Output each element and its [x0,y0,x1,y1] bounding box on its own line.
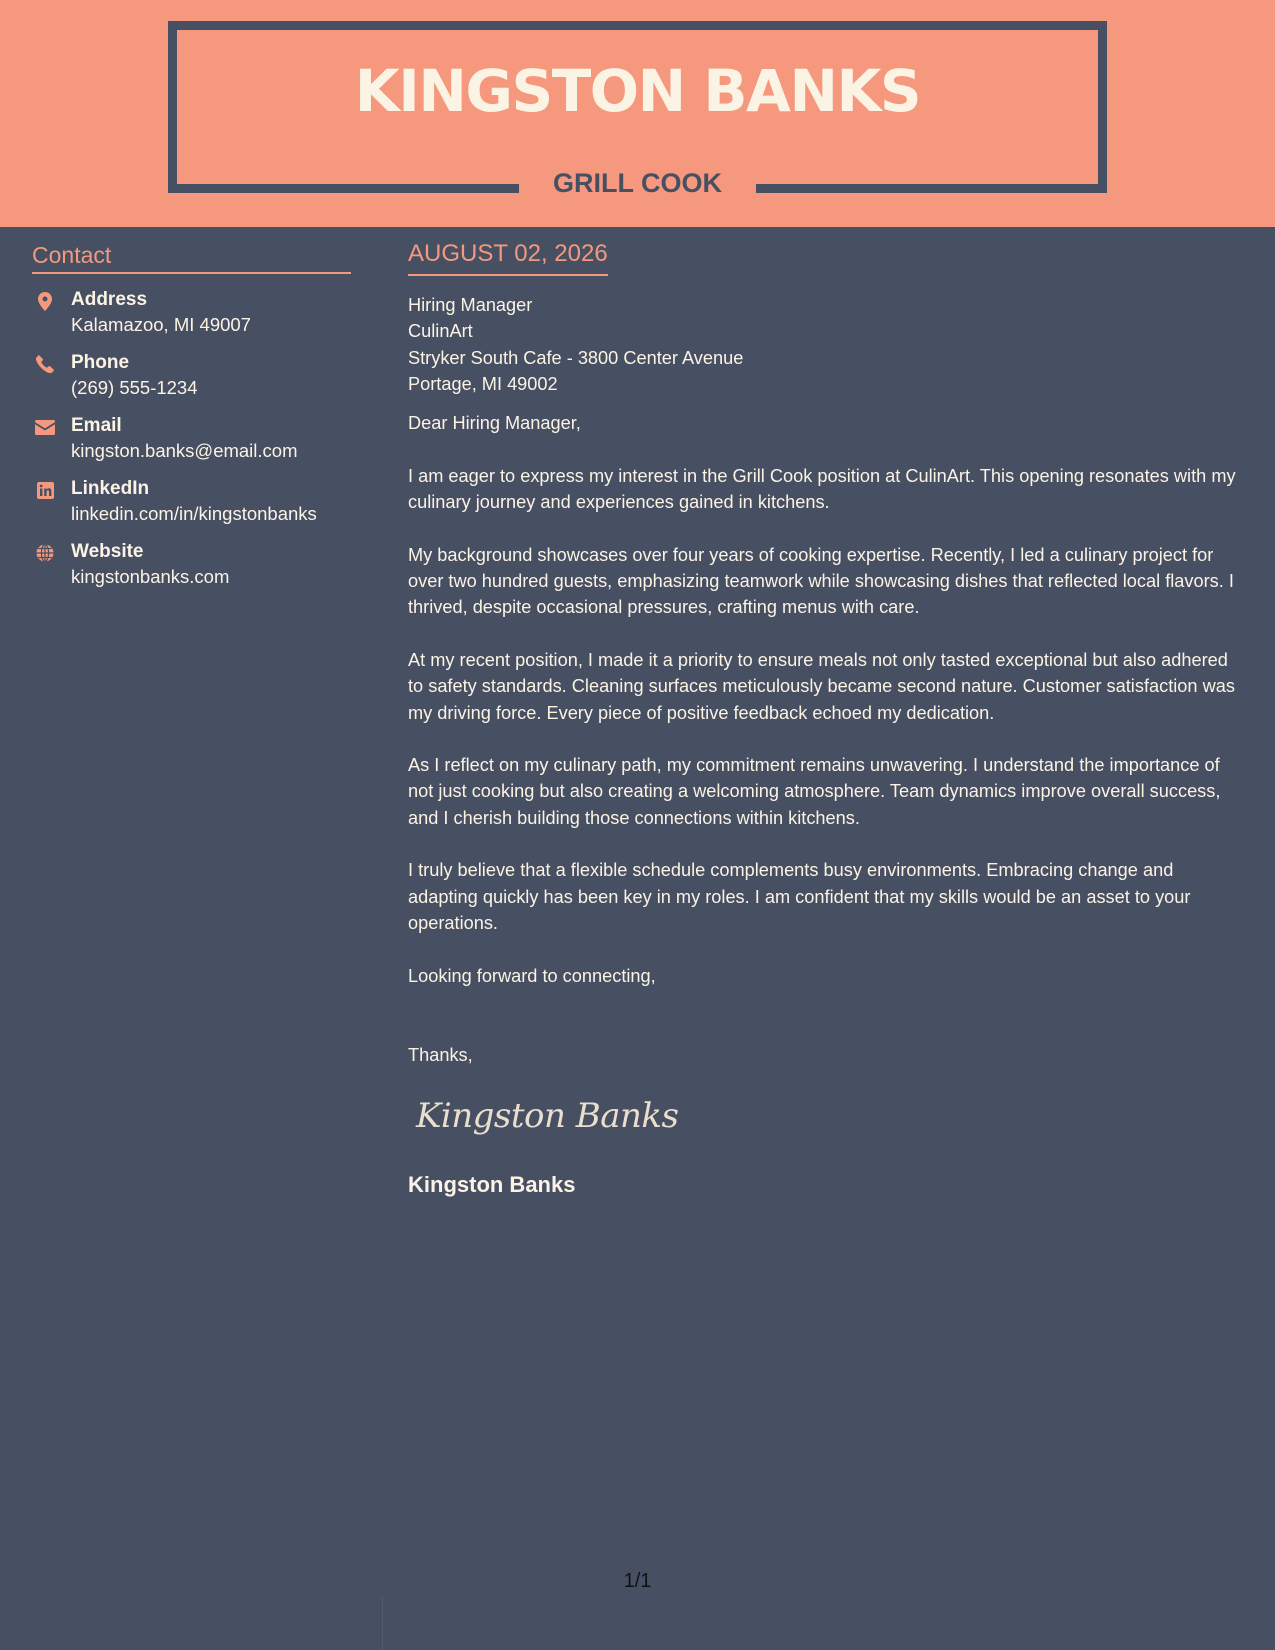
contact-phone [32,351,362,411]
recipient-line: Stryker South Cafe - 3800 Center Avenue [408,347,744,368]
linkedin-value: linkedin.com/in/kingstonbanks [71,503,317,524]
linkedin-icon [32,479,58,501]
body-paragraph: I am eager to express my interest in the Grill Cook position at CulinArt. This opening resonates with my culinary journey and experiences gained in kitchens. [408,465,1236,513]
body-paragraph: I truly believe that a flexible schedule complements busy environments. Embracing change and adapting quickly has been key in my roles. I am confident that my skills would be an asset to your operations. [408,860,1191,934]
recipient-line: CulinArt [408,321,473,342]
contact-address [32,288,362,348]
website-label: Website [71,541,144,562]
email-label: Email [71,415,122,436]
website-value: kingstonbanks.com [71,566,230,587]
phone-label: Phone [71,352,130,373]
page-number: 1/1 [623,1570,652,1592]
letter-body [408,240,1248,1198]
thanks-line: Thanks, [408,1044,473,1065]
phone-icon [32,353,58,375]
contact-divider [32,272,351,274]
contact-linkedin [32,477,362,537]
contact-heading: Contact [32,242,112,268]
job-title: GRILL COOK [552,168,722,198]
column-divider [382,1597,383,1650]
letter-date: AUGUST 02, 2026 [408,240,608,276]
header-band [0,0,1275,227]
applicant-name: KINGSTON BANKS [354,57,921,125]
body-paragraph: As I reflect on my culinary path, my commitment remains unwavering. I understand the importance of not just cooking but also creating a welcoming atmosphere. Team dynamics improve overall success, and I cherish building those connections within kitchens. [408,755,1221,828]
envelope-icon [32,416,58,438]
handwritten-signature: Kingston Banks [416,1096,679,1137]
phone-value: (269) 555-1234 [71,377,198,398]
globe-icon [32,542,58,564]
contact-email [32,414,362,474]
contact-website [32,540,362,600]
body-paragraph: My background showcases over four years of cooking expertise. Recently, I led a culinary project for over two hundred guests, emphasizing teamwork while showcasing dishes that reflected local flavors. I thrived, despite occasional pressures, crafting menus with care. [408,544,1234,618]
map-pin-icon [32,290,58,312]
email-value: kingston.banks@email.com [71,440,298,461]
address-label: Address [71,289,148,310]
body-paragraph: At my recent position, I made it a priority to ensure meals not only tasted exceptional but also adhered to safety standards. Cleaning surfaces meticulously became second nature. Customer satisfaction was my driving force. Every piece of positive feedback echoed my dedication. [408,649,1235,723]
signer-name: Kingston Banks [408,1171,576,1197]
salutation: Dear Hiring Manager, [408,413,581,434]
recipient-line: Portage, MI 49002 [408,374,558,395]
recipient-block [408,292,1248,398]
closing-line: Looking forward to connecting, [408,965,656,986]
recipient-line: Hiring Manager [408,294,533,315]
address-value: Kalamazoo, MI 49007 [71,314,251,335]
linkedin-label: LinkedIn [71,478,150,499]
